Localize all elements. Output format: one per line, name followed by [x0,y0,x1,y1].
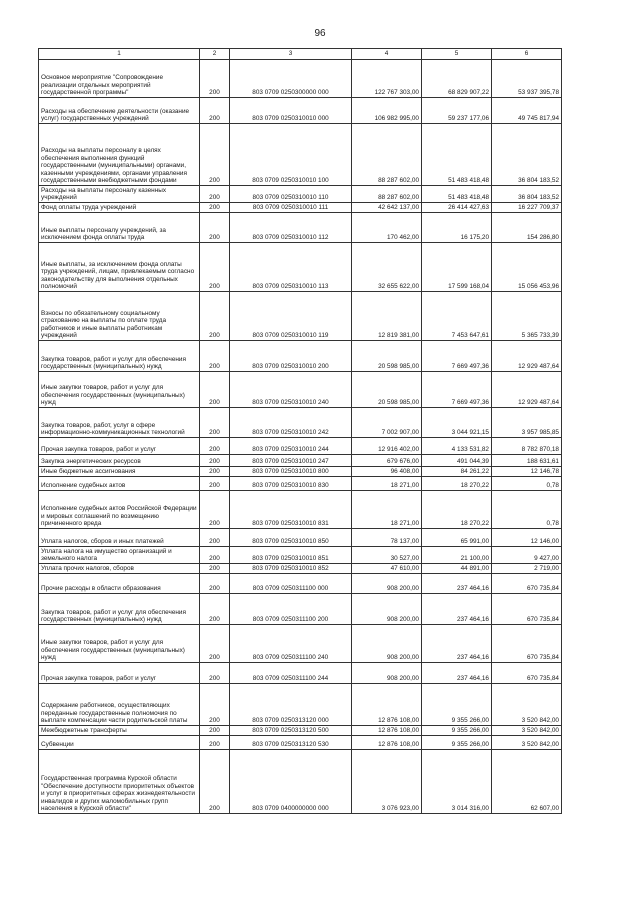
table-row [39,663,562,684]
row-value-col5: 9 355 266,00 [422,684,492,726]
row-name-cell: Исполнение судебных актов [39,477,200,491]
row-value-col6: 188 631,61 [492,455,562,467]
table-row [39,547,562,564]
header-col-2: 2 [200,49,230,60]
row-value-col4: 679 676,00 [352,455,422,467]
row-value-col5: 17 599 168,04 [422,243,492,292]
row-col2-cell: 200 [200,292,230,341]
row-value-col5: 21 100,00 [422,547,492,564]
row-value-col6: 670 735,84 [492,625,562,663]
row-value-col6: 16 227 709,37 [492,203,562,213]
table-row [39,372,562,408]
table-row [39,726,562,736]
row-code-cell: 803 0709 0250311100 244 [230,663,352,684]
table-row [39,564,562,574]
row-col2-cell: 200 [200,564,230,574]
row-value-col5: 44 891,00 [422,564,492,574]
row-value-col4: 106 982 995,00 [352,98,422,124]
row-col2-cell: 200 [200,594,230,625]
row-value-col5: 237 464,16 [422,594,492,625]
row-value-col4: 96 408,00 [352,467,422,477]
row-value-col4: 12 876 108,00 [352,736,422,750]
row-value-col6: 670 735,84 [492,574,562,594]
row-name-cell: Прочая закупка товаров, работ и услуг [39,438,200,455]
row-value-col5: 9 355 266,00 [422,736,492,750]
row-col2-cell: 200 [200,438,230,455]
row-code-cell: 803 0709 0250311100 240 [230,625,352,663]
row-value-col6: 154 286,80 [492,213,562,243]
row-value-col4: 908 200,00 [352,594,422,625]
row-value-col5: 3 014 316,00 [422,750,492,814]
row-col2-cell: 200 [200,186,230,203]
row-value-col6: 15 056 453,96 [492,243,562,292]
row-code-cell: 803 0709 0250310010 851 [230,547,352,564]
row-value-col5: 3 044 921,15 [422,408,492,438]
row-value-col6: 8 782 870,18 [492,438,562,455]
row-name-cell: Закупка энергетических ресурсов [39,455,200,467]
row-value-col5: 59 237 177,06 [422,98,492,124]
table-row [39,60,562,98]
row-code-cell: 803 0709 0250310010 850 [230,529,352,547]
row-value-col5: 237 464,16 [422,574,492,594]
row-col2-cell: 200 [200,60,230,98]
table-row [39,243,562,292]
row-code-cell: 803 0709 0250310010 244 [230,438,352,455]
row-name-cell: Расходы на обеспечение деятельности (оказание услуг) государственных учреждений [39,98,200,124]
header-col-1: 1 [39,49,200,60]
table-row [39,477,562,491]
row-name-cell: Расходы на выплаты персоналу в целях обеспечения выполнения функций государственными (муниципальными) органами, казенными учреждениями, органами управления государственными внебюджетными фондами [39,124,200,186]
row-value-col4: 78 137,00 [352,529,422,547]
row-code-cell: 803 0709 0250310010 247 [230,455,352,467]
table-row [39,408,562,438]
header-col-4: 4 [352,49,422,60]
row-value-col4: 908 200,00 [352,625,422,663]
row-code-cell: 803 0709 0250310010 830 [230,477,352,491]
row-name-cell: Прочая закупка товаров, работ и услуг [39,663,200,684]
table-row [39,625,562,663]
row-code-cell: 803 0709 0250310010 240 [230,372,352,408]
table-row [39,203,562,213]
table-row [39,750,562,814]
row-name-cell: Содержание работников, осуществляющих переданные государственные полномочия по выплате компенсации части родительской платы [39,684,200,726]
row-code-cell: 803 0709 0250310010 110 [230,186,352,203]
budget-table [38,48,562,814]
row-value-col4: 18 271,00 [352,477,422,491]
row-value-col5: 18 270,22 [422,491,492,529]
row-value-col5: 84 261,22 [422,467,492,477]
row-name-cell: Иные бюджетные ассигнования [39,467,200,477]
row-value-col4: 12 916 402,00 [352,438,422,455]
row-name-cell: Межбюджетные трансферты [39,726,200,736]
table-row [39,213,562,243]
row-value-col6: 3 520 842,00 [492,684,562,726]
row-value-col6: 0,78 [492,491,562,529]
row-col2-cell: 200 [200,341,230,372]
row-value-col4: 7 002 907,00 [352,408,422,438]
table-row [39,455,562,467]
row-code-cell: 803 0709 0250313120 000 [230,684,352,726]
row-value-col5: 51 483 418,48 [422,124,492,186]
row-col2-cell: 200 [200,750,230,814]
row-col2-cell: 200 [200,529,230,547]
row-col2-cell: 200 [200,243,230,292]
row-value-col5: 9 355 266,00 [422,726,492,736]
row-value-col5: 16 175,20 [422,213,492,243]
row-value-col4: 20 598 985,00 [352,372,422,408]
row-name-cell: Государственная программа Курской области "Обеспечение доступности приоритетных объектов и услуг в приоритетных сферах жизнедеятельности инвалидов и других маломобильных групп населения в Курской области" [39,750,200,814]
row-col2-cell: 200 [200,547,230,564]
row-value-col6: 36 804 183,52 [492,124,562,186]
row-value-col6: 9 427,00 [492,547,562,564]
row-name-cell: Закупка товаров, работ и услуг для обеспечения государственных (муниципальных) нужд [39,341,200,372]
row-value-col4: 88 287 602,00 [352,124,422,186]
row-col2-cell: 200 [200,98,230,124]
row-value-col6: 12 146,00 [492,529,562,547]
row-code-cell: 803 0709 0250310010 800 [230,467,352,477]
row-value-col6: 670 735,84 [492,663,562,684]
row-name-cell: Основное мероприятие "Сопровождение реализации отдельных мероприятий государственной программы" [39,60,200,98]
row-value-col4: 908 200,00 [352,574,422,594]
row-value-col5: 4 133 531,82 [422,438,492,455]
row-col2-cell: 200 [200,736,230,750]
table-row [39,594,562,625]
table-row [39,684,562,726]
row-value-col6: 12 929 487,64 [492,341,562,372]
header-col-5: 5 [422,49,492,60]
row-value-col6: 670 735,84 [492,594,562,625]
row-name-cell: Иные выплаты персоналу учреждений, за исключением фонда оплаты труда [39,213,200,243]
row-value-col4: 32 655 622,00 [352,243,422,292]
row-value-col6: 3 520 842,00 [492,726,562,736]
table-row [39,467,562,477]
row-code-cell: 803 0709 0250311100 000 [230,574,352,594]
table-header-row [39,49,562,60]
row-code-cell: 803 0709 0250310010 113 [230,243,352,292]
row-name-cell: Закупка товаров, работ, услуг в сфере информационно-коммуникационных технологий [39,408,200,438]
row-code-cell: 803 0709 0250310010 119 [230,292,352,341]
row-name-cell: Взносы по обязательному социальному страхованию на выплаты по оплате труда работников и иные выплаты работникам учреждений [39,292,200,341]
table-row [39,292,562,341]
row-value-col4: 122 767 303,00 [352,60,422,98]
row-col2-cell: 200 [200,574,230,594]
row-col2-cell: 200 [200,491,230,529]
table-row [39,341,562,372]
row-value-col6: 12 929 487,64 [492,372,562,408]
row-value-col4: 20 598 985,00 [352,341,422,372]
row-value-col5: 237 464,16 [422,625,492,663]
row-col2-cell: 200 [200,467,230,477]
row-value-col6: 2 719,00 [492,564,562,574]
row-value-col6: 62 607,00 [492,750,562,814]
row-code-cell: 803 0709 0250300000 000 [230,60,352,98]
row-value-col4: 12 876 108,00 [352,684,422,726]
row-value-col4: 88 287 602,00 [352,186,422,203]
row-name-cell: Уплата налогов, сборов и иных платежей [39,529,200,547]
row-col2-cell: 200 [200,124,230,186]
row-value-col5: 237 464,16 [422,663,492,684]
row-code-cell: 803 0709 0250310010 112 [230,213,352,243]
row-value-col6: 49 745 817,94 [492,98,562,124]
row-value-col4: 170 462,00 [352,213,422,243]
row-col2-cell: 200 [200,408,230,438]
row-value-col4: 18 271,00 [352,491,422,529]
header-col-6: 6 [492,49,562,60]
row-code-cell: 803 0709 0250311100 200 [230,594,352,625]
row-value-col5: 7 669 497,36 [422,372,492,408]
table-row [39,438,562,455]
row-name-cell: Иные закупки товаров, работ и услуг для обеспечения государственных (муниципальных) нужд [39,625,200,663]
row-value-col5: 68 829 907,22 [422,60,492,98]
row-col2-cell: 200 [200,203,230,213]
row-value-col6: 3 957 985,85 [492,408,562,438]
row-value-col6: 5 365 733,39 [492,292,562,341]
row-name-cell: Исполнение судебных актов Российской Федерации и мировых соглашений по возмещению причиненного вреда [39,491,200,529]
row-col2-cell: 200 [200,477,230,491]
row-value-col6: 12 146,78 [492,467,562,477]
table-row [39,574,562,594]
row-value-col4: 908 200,00 [352,663,422,684]
row-value-col4: 12 819 381,00 [352,292,422,341]
table-row [39,736,562,750]
row-code-cell: 803 0709 0250313120 500 [230,726,352,736]
row-col2-cell: 200 [200,455,230,467]
row-code-cell: 803 0709 0400000000 000 [230,750,352,814]
row-name-cell: Уплата налога на имущество организаций и земельного налога [39,547,200,564]
row-col2-cell: 200 [200,726,230,736]
row-value-col5: 491 044,39 [422,455,492,467]
row-col2-cell: 200 [200,663,230,684]
row-name-cell: Уплата прочих налогов, сборов [39,564,200,574]
table-row [39,491,562,529]
page-number: 96 [314,28,326,39]
table-row [39,186,562,203]
row-name-cell: Субвенции [39,736,200,750]
row-code-cell: 803 0709 0250310010 200 [230,341,352,372]
row-name-cell: Прочие расходы в области образования [39,574,200,594]
row-code-cell: 803 0709 0250310010 852 [230,564,352,574]
row-code-cell: 803 0709 0250313120 530 [230,736,352,750]
row-col2-cell: 200 [200,213,230,243]
row-value-col6: 36 804 183,52 [492,186,562,203]
row-col2-cell: 200 [200,372,230,408]
header-col-3: 3 [230,49,352,60]
row-name-cell: Закупка товаров, работ и услуг для обеспечения государственных (муниципальных) нужд [39,594,200,625]
row-value-col5: 51 483 418,48 [422,186,492,203]
row-code-cell: 803 0709 0250310010 100 [230,124,352,186]
row-col2-cell: 200 [200,625,230,663]
row-value-col5: 7 669 497,36 [422,341,492,372]
row-value-col4: 12 876 108,00 [352,726,422,736]
row-value-col6: 3 520 842,00 [492,736,562,750]
row-name-cell: Иные закупки товаров, работ и услуг для обеспечения государственных (муниципальных) нужд [39,372,200,408]
table-row [39,124,562,186]
row-value-col5: 65 991,00 [422,529,492,547]
row-value-col6: 0,78 [492,477,562,491]
row-col2-cell: 200 [200,684,230,726]
row-code-cell: 803 0709 0250310010 831 [230,491,352,529]
row-code-cell: 803 0709 0250310010 000 [230,98,352,124]
row-value-col4: 47 610,00 [352,564,422,574]
row-name-cell: Расходы на выплаты персоналу казенных учреждений [39,186,200,203]
row-value-col4: 30 527,00 [352,547,422,564]
row-code-cell: 803 0709 0250310010 242 [230,408,352,438]
table-row [39,98,562,124]
row-value-col4: 3 076 923,00 [352,750,422,814]
row-code-cell: 803 0709 0250310010 111 [230,203,352,213]
row-value-col4: 42 642 137,00 [352,203,422,213]
row-value-col5: 26 414 427,63 [422,203,492,213]
row-value-col6: 53 937 395,78 [492,60,562,98]
row-value-col5: 18 270,22 [422,477,492,491]
table-row [39,529,562,547]
row-value-col5: 7 453 647,61 [422,292,492,341]
row-name-cell: Иные выплаты, за исключением фонда оплаты труда учреждений, лицам, привлекаемым согласно законодательству для выполнения отдельных полномочий [39,243,200,292]
row-name-cell: Фонд оплаты труда учреждений [39,203,200,213]
